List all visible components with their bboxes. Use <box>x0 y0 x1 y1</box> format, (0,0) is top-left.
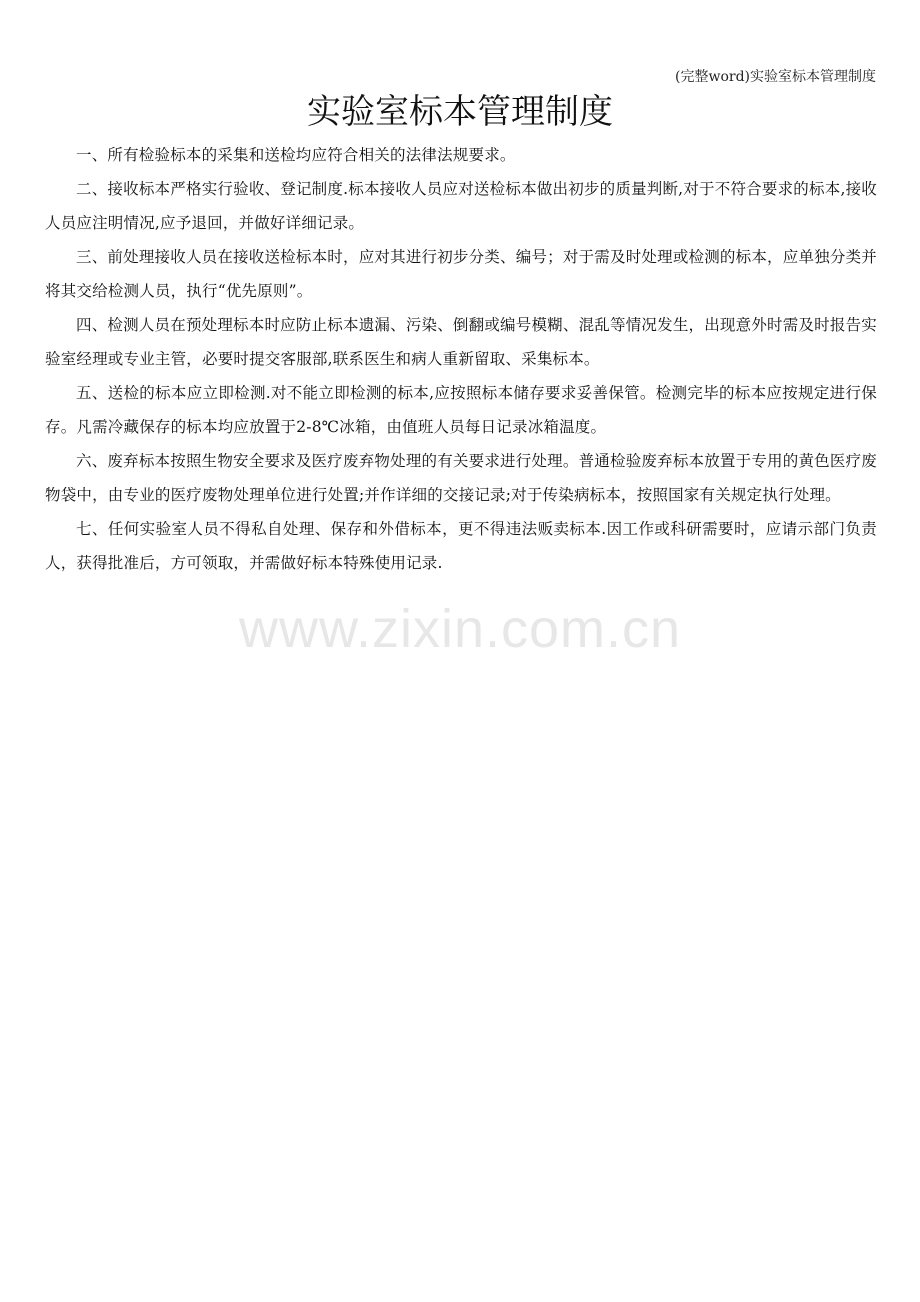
watermark: www.zixin.com.cn <box>238 599 682 659</box>
header-note: (完整word)实验室标本管理制度 <box>675 69 876 85</box>
document-title: 实验室标本管理制度 <box>307 92 613 132</box>
paragraph-2: 二、接收标本严格实行验收、登记制度.标本接收人员应对送检标本做出初步的质量判断,对于不符合要求的标本,接收人员应注明情况,应予退回，并做好详细记录。 <box>45 180 877 232</box>
paragraph-6: 六、废弃标本按照生物安全要求及医疗废弃物处理的有关要求进行处理。普通检验废弃标本放置于专用的黄色医疗废物袋中，由专业的医疗废物处理单位进行处置;并作详细的交接记录;对于传染病标本，按照国家有关规定执行处理。 <box>45 452 877 504</box>
paragraph-1: 一、所有检验标本的采集和送检均应符合相关的法律法规要求。 <box>76 146 516 164</box>
paragraph-5: 五、送检的标本应立即检测.对不能立即检测的标本,应按照标本储存要求妥善保管。检测完毕的标本应按规定进行保存。凡需冷藏保存的标本均应放置于2-8℃冰箱，由值班人员每日记录冰箱温度。 <box>45 384 877 436</box>
paragraph-4: 四、检测人员在预处理标本时应防止标本遗漏、污染、倒翻或编号模糊、混乱等情况发生，出现意外时需及时报告实验室经理或专业主管，必要时提交客服部,联系医生和病人重新留取、采集标本。 <box>45 316 877 368</box>
paragraph-3: 三、前处理接收人员在接收送检标本时，应对其进行初步分类、编号；对于需及时处理或检测的标本，应单独分类并将其交给检测人员，执行“优先原则”。 <box>45 248 877 300</box>
document-body <box>45 138 877 580</box>
paragraph-7: 七、任何实验室人员不得私自处理、保存和外借标本，更不得违法贩卖标本.因工作或科研需要时，应请示部门负责人，获得批准后，方可领取，并需做好标本特殊使用记录. <box>45 520 877 572</box>
